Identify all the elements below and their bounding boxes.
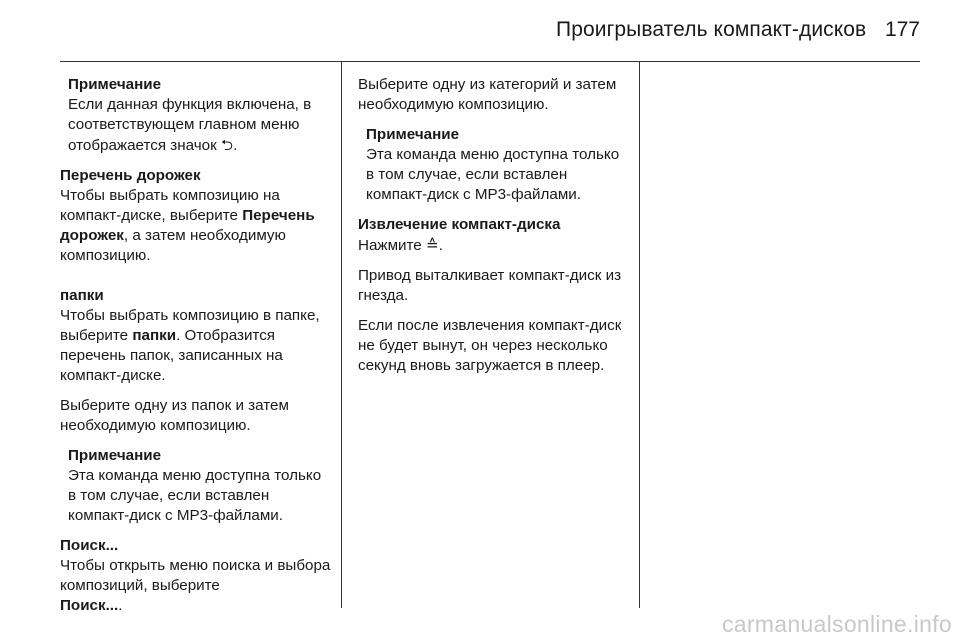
header-rule	[60, 61, 920, 62]
page-header-title: Проигрыватель компакт-дисков	[556, 18, 867, 41]
note-block-3	[358, 125, 628, 205]
note-block-2	[60, 446, 332, 526]
eject-text: Нажмите	[358, 237, 422, 254]
folders-text: Чтобы выбрать композицию в папке, выберите	[60, 307, 320, 344]
page-number: 177	[884, 18, 920, 41]
note-title: Примечание	[68, 76, 162, 93]
section-title-tracks: Перечень дорожек	[60, 167, 201, 184]
categories-text: Выберите одну из категорий и затем необходимую композицию.	[358, 76, 617, 113]
section-title-eject: Извлечение компакт-диска	[358, 216, 561, 233]
section-tracks	[60, 166, 332, 266]
column-left	[60, 75, 332, 626]
search-text-end: .	[118, 597, 123, 614]
folders-text-2: Выберите одну из папок и затем необходимую композицию.	[60, 397, 289, 434]
note-text: Если данная функция включена, в соответствующем главном меню отображается значок	[68, 96, 312, 154]
tracks-text: Чтобы выбрать композицию на компакт-диске, выберите	[60, 187, 280, 224]
eject-icon: ≙	[425, 236, 439, 254]
eject-text-3: Если после извлечения компакт-диск не будет вынут, он через несколько секунд вновь загружается в плеер.	[358, 317, 622, 374]
tracks-menu-item: Перечень дорожек	[60, 207, 315, 244]
note-title: Примечание	[366, 126, 460, 143]
section-search	[60, 536, 332, 616]
section-title-folders: папки	[60, 287, 104, 304]
column-middle	[358, 75, 628, 386]
return-icon: ⮌	[221, 136, 234, 154]
search-menu-item: Поиск...	[60, 597, 119, 614]
search-text: Чтобы открыть меню поиска и выбора композиций, выберите	[60, 557, 331, 594]
folders-menu-item: папки	[132, 327, 177, 344]
column-divider-left	[341, 62, 342, 608]
watermark: carmanualsonline.info	[721, 611, 952, 637]
note-text: Эта команда меню доступна только в том случае, если вставлен компакт-диск с MP3-файлами.	[68, 467, 322, 524]
note-text: Эта команда меню доступна только в том случае, если вставлен компакт-диск с MP3-файлами.	[366, 146, 620, 203]
section-title-search: Поиск...	[60, 537, 119, 554]
section-folders	[60, 286, 332, 386]
column-divider-right	[639, 62, 640, 608]
folders-text-end: . Отобразится перечень папок, записанных на компакт-диске.	[60, 327, 283, 384]
eject-text-2: Привод выталкивает компакт-диск из гнезда.	[358, 267, 622, 304]
tracks-text-end: , а затем необходимую композицию.	[60, 227, 286, 264]
section-eject: Извлечение компакт-диска Нажмите ≙.	[358, 215, 628, 256]
note-title: Примечание	[68, 447, 162, 464]
note-block-1: Примечание Если данная функция включена, в соответствующем главном меню отображается значок ⮌.	[60, 75, 332, 156]
